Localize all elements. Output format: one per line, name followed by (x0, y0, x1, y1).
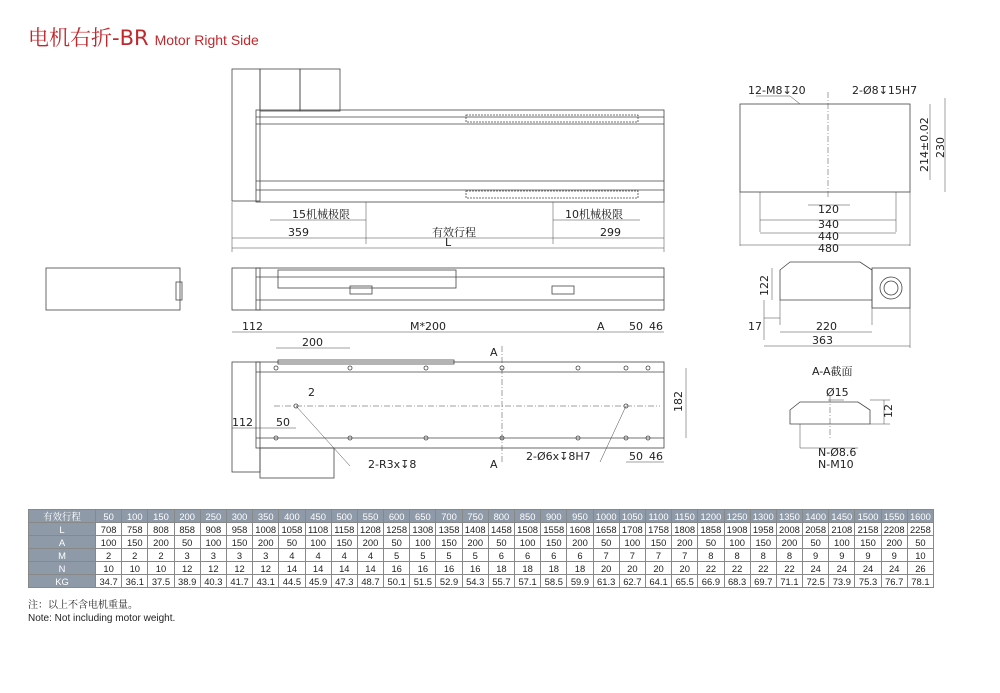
table-cell: 708 (96, 523, 122, 536)
end-view (740, 92, 945, 246)
table-cell: 958 (226, 523, 252, 536)
dim-122: 122 (758, 275, 771, 296)
table-cell: 20 (672, 562, 698, 575)
table-cell: 50 (593, 536, 619, 549)
table-cell: 2108 (829, 523, 855, 536)
dim-17: 17 (748, 320, 762, 333)
dim-112a: 112 (242, 320, 263, 333)
table-header-cell: 850 (515, 510, 541, 523)
table-cell: 1758 (645, 523, 671, 536)
table-cell: 9 (829, 549, 855, 562)
table-cell: 808 (148, 523, 174, 536)
dim-46: 46 (649, 320, 663, 333)
table-cell: 6 (488, 549, 514, 562)
table-cell: 150 (122, 536, 148, 549)
table-cell: 4 (279, 549, 305, 562)
table-cell: 150 (541, 536, 567, 549)
table-cell: 9 (855, 549, 881, 562)
table-cell: 1508 (515, 523, 541, 536)
table-cell: 44.5 (279, 575, 305, 588)
top-view (232, 69, 664, 252)
row-label: M (29, 549, 96, 562)
table-cell: 150 (331, 536, 357, 549)
table-cell: 73.9 (829, 575, 855, 588)
table-cell: 2 (148, 549, 174, 562)
table-cell: 200 (253, 536, 279, 549)
table-cell: 64.1 (645, 575, 671, 588)
table-cell: 2058 (803, 523, 829, 536)
table-cell: 8 (724, 549, 750, 562)
table-cell: 24 (855, 562, 881, 575)
table-cell: 50 (488, 536, 514, 549)
table-cell: 10 (907, 549, 933, 562)
side-view (232, 268, 664, 310)
dim-bore6: 2-Ø6x↧8H7 (526, 450, 591, 463)
table-header-cell: 1400 (803, 510, 829, 523)
table-cell: 12 (200, 562, 226, 575)
dim-440: 440 (818, 230, 839, 243)
table-cell: 38.9 (174, 575, 200, 588)
dim-120: 120 (818, 203, 839, 216)
table-header-cell: 150 (148, 510, 174, 523)
dim-214: 214±0.02 (918, 117, 931, 172)
table-header-cell: 1350 (776, 510, 802, 523)
table-cell: 24 (881, 562, 907, 575)
dim-363: 363 (812, 334, 833, 347)
dim-50b: 50 (276, 416, 290, 429)
table-cell: 24 (803, 562, 829, 575)
table-header-cell: 100 (122, 510, 148, 523)
table-cell: 9 (803, 549, 829, 562)
table-cell: 4 (331, 549, 357, 562)
table-cell: 150 (645, 536, 671, 549)
table-cell: 16 (410, 562, 436, 575)
table-cell: 50.1 (384, 575, 410, 588)
table-row (29, 575, 934, 588)
table-header-cell: 800 (488, 510, 514, 523)
table-cell: 1958 (750, 523, 776, 536)
table-cell: 4 (305, 549, 331, 562)
table-cell: 100 (724, 536, 750, 549)
table-cell: 200 (672, 536, 698, 549)
table-cell: 1558 (541, 523, 567, 536)
table-cell: 51.5 (410, 575, 436, 588)
row-label: A (29, 536, 96, 549)
table-cell: 8 (776, 549, 802, 562)
table-row (29, 549, 934, 562)
aa-section-view (790, 396, 890, 448)
table-cell: 16 (462, 562, 488, 575)
table-cell: 1158 (331, 523, 357, 536)
table-header-cell: 1050 (619, 510, 645, 523)
table-cell: 2008 (776, 523, 802, 536)
table-header-cell: 550 (357, 510, 383, 523)
table-cell: 43.1 (253, 575, 279, 588)
table-cell: 2 (122, 549, 148, 562)
dim-46b: 46 (649, 450, 663, 463)
table-cell: 68.3 (724, 575, 750, 588)
table-cell: 1658 (593, 523, 619, 536)
table-cell: 14 (279, 562, 305, 575)
table-cell: 1058 (279, 523, 305, 536)
dim-230: 230 (934, 137, 947, 158)
table-cell: 1258 (384, 523, 410, 536)
table-cell: 200 (148, 536, 174, 549)
table-cell: 54.3 (462, 575, 488, 588)
dim-m8: 12-M8↧20 (748, 84, 806, 97)
table-cell: 6 (541, 549, 567, 562)
table-cell: 14 (305, 562, 331, 575)
table-cell: 150 (750, 536, 776, 549)
table-cell: 5 (462, 549, 488, 562)
table-cell: 7 (619, 549, 645, 562)
table-cell: 7 (672, 549, 698, 562)
table-cell: 9 (881, 549, 907, 562)
table-cell: 20 (619, 562, 645, 575)
table-cell: 8 (698, 549, 724, 562)
table-header-cell: 950 (567, 510, 593, 523)
table-cell: 4 (357, 549, 383, 562)
table-cell: 20 (645, 562, 671, 575)
table-cell: 65.5 (672, 575, 698, 588)
table-cell: 6 (515, 549, 541, 562)
dim-L: L (445, 236, 452, 249)
table-cell: 200 (357, 536, 383, 549)
table-header-cell: 700 (436, 510, 462, 523)
table-cell: 100 (96, 536, 122, 549)
table-header-cell: 900 (541, 510, 567, 523)
table-cell: 7 (645, 549, 671, 562)
table-cell: 8 (750, 549, 776, 562)
table-cell: 2158 (855, 523, 881, 536)
table-header-cell: 500 (331, 510, 357, 523)
table-cell: 18 (541, 562, 567, 575)
dim-2: 2 (308, 386, 315, 399)
table-cell: 69.7 (750, 575, 776, 588)
dim-nm10: N-M10 (818, 458, 854, 471)
table-cell: 10 (96, 562, 122, 575)
table-cell: 50 (698, 536, 724, 549)
row-label: KG (29, 575, 96, 588)
table-cell: 22 (698, 562, 724, 575)
table-cell: 1808 (672, 523, 698, 536)
table-header-cell: 650 (410, 510, 436, 523)
table-header-cell: 1500 (855, 510, 881, 523)
table-cell: 908 (200, 523, 226, 536)
table-cell: 50 (279, 536, 305, 549)
table-cell: 150 (855, 536, 881, 549)
table-cell: 100 (200, 536, 226, 549)
table-cell: 5 (436, 549, 462, 562)
table-cell: 14 (357, 562, 383, 575)
table-cell: 758 (122, 523, 148, 536)
table-cell: 10 (122, 562, 148, 575)
row-label: N (29, 562, 96, 575)
title-cn: 电机右折-BR (28, 26, 149, 50)
table-cell: 16 (436, 562, 462, 575)
table-cell: 3 (174, 549, 200, 562)
table-cell: 18 (488, 562, 514, 575)
table-cell: 1408 (462, 523, 488, 536)
dim-50: 50 (629, 320, 643, 333)
table-cell: 100 (515, 536, 541, 549)
table-cell: 200 (462, 536, 488, 549)
table-cell: 50 (384, 536, 410, 549)
spec-table (28, 509, 934, 588)
table-header-cell: 250 (200, 510, 226, 523)
table-cell: 50 (803, 536, 829, 549)
table-header-cell: 450 (305, 510, 331, 523)
section-A-top: A (490, 346, 498, 359)
table-cell: 26 (907, 562, 933, 575)
table-header-cell: 1150 (672, 510, 698, 523)
dim-200: 200 (302, 336, 323, 349)
table-cell: 72.5 (803, 575, 829, 588)
table-cell: 47.3 (331, 575, 357, 588)
dim-limit15: 15机械极限 (292, 208, 350, 221)
table-cell: 14 (331, 562, 357, 575)
table-cell: 20 (593, 562, 619, 575)
table-cell: 5 (410, 549, 436, 562)
table-row (29, 536, 934, 549)
dim-limit10: 10机械极限 (565, 208, 623, 221)
table-cell: 37.5 (148, 575, 174, 588)
table-header-cell: 1550 (881, 510, 907, 523)
table-cell: 100 (410, 536, 436, 549)
table-cell: 52.9 (436, 575, 462, 588)
table-cell: 78.1 (907, 575, 933, 588)
note-en: Note: Not including motor weight. (28, 613, 176, 624)
table-cell: 12 (226, 562, 252, 575)
table-cell: 10 (148, 562, 174, 575)
table-cell: 71.1 (776, 575, 802, 588)
table-cell: 7 (593, 549, 619, 562)
table-cell: 59.9 (567, 575, 593, 588)
dim-359: 359 (288, 226, 309, 239)
table-header-cell: 1600 (907, 510, 933, 523)
table-header-row (29, 510, 934, 523)
table-cell: 61.3 (593, 575, 619, 588)
dim-m200: M*200 (410, 320, 446, 333)
table-cell: 200 (567, 536, 593, 549)
table-cell: 75.3 (855, 575, 881, 588)
dim-12: 12 (882, 404, 895, 418)
table-cell: 2208 (881, 523, 907, 536)
bottom-view (232, 332, 686, 478)
table-cell: 1308 (410, 523, 436, 536)
table-header-label: 有效行程 (29, 510, 96, 523)
table-cell: 2 (96, 549, 122, 562)
dim-50c: 50 (629, 450, 643, 463)
table-header-cell: 50 (96, 510, 122, 523)
dim-phi15: Ø15 (826, 386, 849, 399)
table-row (29, 523, 934, 536)
table-cell: 18 (515, 562, 541, 575)
table-cell: 55.7 (488, 575, 514, 588)
table-cell: 62.7 (619, 575, 645, 588)
table-cell: 12 (253, 562, 279, 575)
dim-182: 182 (672, 391, 685, 412)
table-cell: 200 (881, 536, 907, 549)
table-cell: 100 (829, 536, 855, 549)
table-cell: 150 (436, 536, 462, 549)
dim-220: 220 (816, 320, 837, 333)
table-header-cell: 750 (462, 510, 488, 523)
table-cell: 16 (384, 562, 410, 575)
table-header-cell: 1000 (593, 510, 619, 523)
table-cell: 5 (384, 549, 410, 562)
table-cell: 41.7 (226, 575, 252, 588)
table-cell: 6 (567, 549, 593, 562)
table-row (29, 562, 934, 575)
table-cell: 76.7 (881, 575, 907, 588)
table-cell: 2258 (907, 523, 933, 536)
table-header-cell: 1300 (750, 510, 776, 523)
table-header-cell: 300 (226, 510, 252, 523)
table-cell: 1608 (567, 523, 593, 536)
table-cell: 200 (776, 536, 802, 549)
table-cell: 1458 (488, 523, 514, 536)
table-header-cell: 600 (384, 510, 410, 523)
table-header-cell: 350 (253, 510, 279, 523)
table-cell: 1858 (698, 523, 724, 536)
table-cell: 18 (567, 562, 593, 575)
table-cell: 1708 (619, 523, 645, 536)
table-cell: 48.7 (357, 575, 383, 588)
notes (28, 599, 175, 625)
table-cell: 100 (619, 536, 645, 549)
table-cell: 45.9 (305, 575, 331, 588)
table-header-cell: 1100 (645, 510, 671, 523)
dim-299: 299 (600, 226, 621, 239)
table-cell: 66.9 (698, 575, 724, 588)
dim-n86: N-Ø8.6 (818, 446, 857, 459)
table-cell: 36.1 (122, 575, 148, 588)
row-label: L (29, 523, 96, 536)
section-A-bottom: A (490, 458, 498, 471)
note-cn: 注：以上不含电机重量。 (28, 600, 138, 611)
dim-stroke: 有效行程 (432, 226, 476, 239)
table-header-cell: 400 (279, 510, 305, 523)
table-cell: 34.7 (96, 575, 122, 588)
table-cell: 1008 (253, 523, 279, 536)
table-cell: 3 (200, 549, 226, 562)
table-header-cell: 1200 (698, 510, 724, 523)
table-cell: 58.5 (541, 575, 567, 588)
table-cell: 22 (724, 562, 750, 575)
table-cell: 1908 (724, 523, 750, 536)
table-cell: 1208 (357, 523, 383, 536)
table-cell: 22 (776, 562, 802, 575)
dim-112b: 112 (232, 416, 253, 429)
title-en: Motor Right Side (154, 32, 259, 48)
table-cell: 1108 (305, 523, 331, 536)
table-header-cell: 1250 (724, 510, 750, 523)
dim-340: 340 (818, 218, 839, 231)
table-cell: 858 (174, 523, 200, 536)
dim-bore-top: 2-Ø8↧15H7 (852, 84, 918, 97)
table-cell: 12 (174, 562, 200, 575)
table-cell: 100 (305, 536, 331, 549)
table-cell: 22 (750, 562, 776, 575)
table-cell: 57.1 (515, 575, 541, 588)
cross-section-view (764, 262, 910, 348)
table-cell: 1358 (436, 523, 462, 536)
table-cell: 3 (226, 549, 252, 562)
table-cell: 50 (907, 536, 933, 549)
aa-section-label: A-A截面 (812, 365, 853, 378)
table-cell: 150 (226, 536, 252, 549)
dim-480: 480 (818, 242, 839, 255)
table-cell: 24 (829, 562, 855, 575)
table-header-cell: 200 (174, 510, 200, 523)
table-header-cell: 1450 (829, 510, 855, 523)
dim-r3: 2-R3x↧8 (368, 458, 417, 471)
table-cell: 50 (174, 536, 200, 549)
table-cell: 3 (253, 549, 279, 562)
dim-A: A (597, 320, 605, 333)
table-cell: 40.3 (200, 575, 226, 588)
motor-end-view (46, 268, 182, 310)
